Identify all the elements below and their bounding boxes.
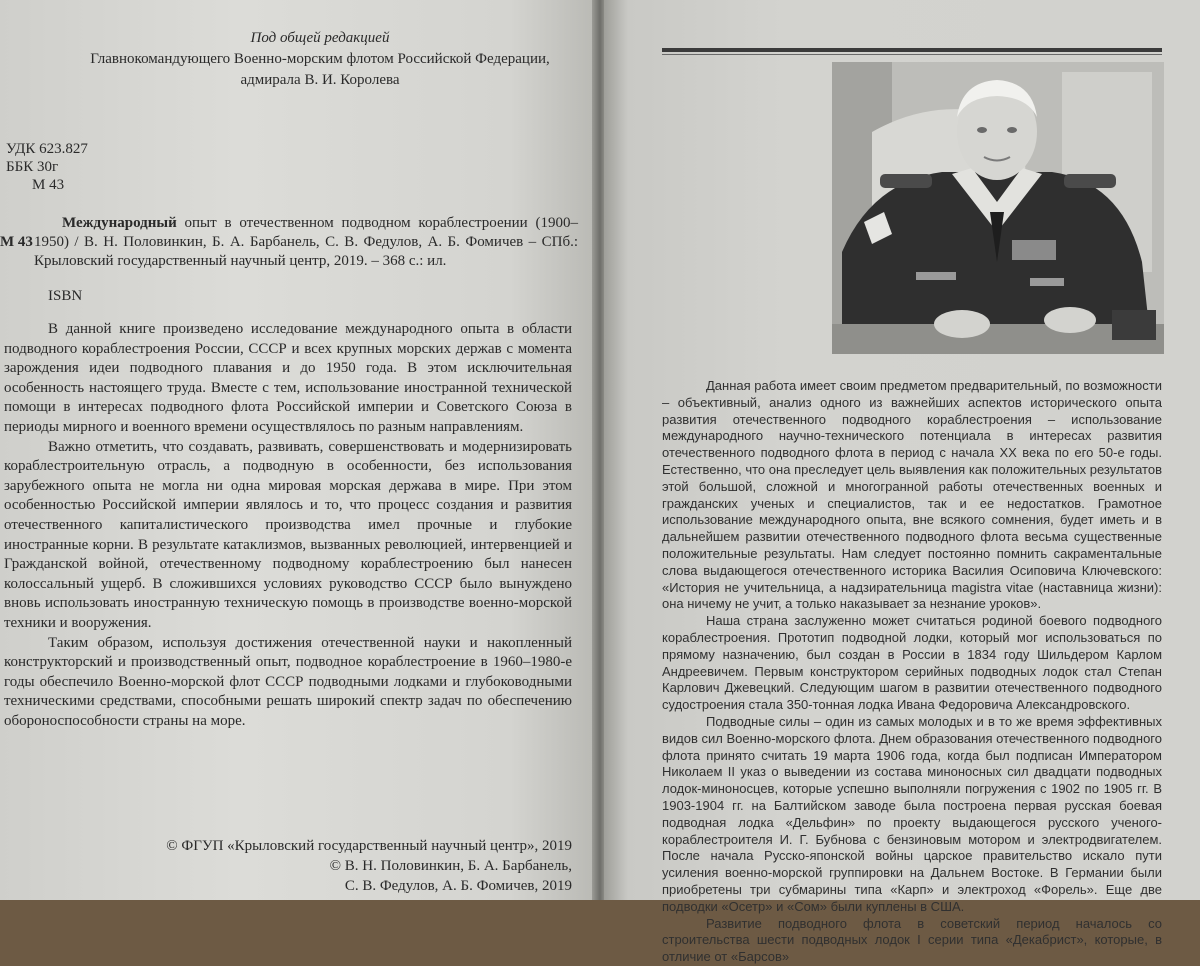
editor-line-2: адмирала В. И. Королева bbox=[240, 72, 400, 88]
portrait-photo bbox=[832, 62, 1164, 354]
portrait-illustration bbox=[832, 62, 1164, 354]
bbk-code: ББК 30г bbox=[6, 159, 59, 175]
copyright-line-1: © ФГУП «Крыловский государственный научный центр», 2019 bbox=[166, 838, 572, 854]
isbn-label: ISBN bbox=[48, 288, 83, 304]
header-rule bbox=[662, 48, 1162, 52]
body-paragraph: Развитие подводного флота в советский период началось со строительства шести подводных лодок I серии типа «Декабрист», которые, в отличие от «Барсов» bbox=[662, 915, 1162, 965]
bibliographic-text bbox=[0, 214, 578, 271]
bibliographic-mark: М 43 bbox=[0, 234, 33, 250]
bibliographic-title: Международный bbox=[62, 215, 177, 231]
body-paragraph: Подводные силы – один из самых молодых и в то же время эффективных видов сил Военно-морского флота. Днем образования отечественного подводного флота принято считать 19 марта 1906 года, когда был подписан Императором Николаем II указ о выведении из состава миноносных сил двадцати подводных лодок-миноносцев, которые успешно выполняли погружения с 1902 по 1905 гг. В 1903-1904 гг. на Балтийском заводе была построена первая русская боевая подводная лодка «Дельфин» по проекту выдающегося русского ученого-кораблестроителя И. Г. Бубнова с бензиновым мотором и электродвигателем. После начала Русско-японской войны царское правительство искало пути усиления военно-морской группировки на Дальнем Востоке. В Германии были приобретены три субмарины типа «Карп» и электроход «Форель». Еще две подводки «Осетр» и «Сом» были куплены в США. bbox=[662, 713, 1162, 914]
copyright-line-2: © В. Н. Половинкин, Б. А. Барбанель, bbox=[329, 858, 572, 874]
abstract bbox=[4, 320, 572, 731]
body-paragraph: Данная работа имеет своим предметом предварительный, по возможности – объективный, анализ одного из важнейших аспектов исторического опыта развития отечественного подводного кораблестроения – использование международного научно-технического потенциала в интересах развития отечественного подводного флота в период с начала XX века по его 50-е годы. Естественно, что она преследует цель выявления как положительных результатов этой большой, сложной и многогранной работы отечественных военных и гражданских ученых и специалистов, так и ее недостатков. Грамотное использование международного опыта, вне всякого сомнения, будет иметь и в дальнейшем развитии отечественного подводного флота весьма существенные положительные результаты. Нам следует постоянно помнить сакраментальные слова выдающегося отечественного историка Василия Осиповича Ключевского: «История не учительница, а надзирательница magistra vitae (наставница жизни): она ничему не учит, а только наказывает за незнание уроков». bbox=[662, 378, 1162, 612]
bibliographic-record bbox=[0, 214, 578, 271]
abstract-paragraph: Важно отметить, что создавать, развивать, совершенствовать и модернизировать кораблестроительную отрасль, а подводную в особенности, без использования зарубежного опыта не могла ни одна мировая морская держава в мире. При этом особенностью Российской империи являлось и то, что процесс создания и развития отечественного капиталистического производства имел прочные и глубокие иностранные корни. В результате катаклизмов, вызванных революцией, интервенцией и Гражданской войной, отечественному подводному кораблестроению был нанесен колоссальный ущерб. В сложившихся условиях руководство СССР было вынуждено вновь использовать иностранную техническую помощь в производстве военно-морской техники и вооружения. bbox=[4, 438, 572, 631]
header-rule-thin bbox=[662, 54, 1162, 55]
left-page bbox=[0, 0, 600, 900]
bibliographic-details: опыт в отечественном подводном кораблестроении (1900–1950) / В. Н. Половинкин, Б. А. Барбанель, С. В. Федулов, А. Б. Фомичев – СПб.: Крыловский государственный научный центр, 2019. – 368 с.: ил. bbox=[34, 215, 579, 269]
editor-label: Под общей редакцией bbox=[250, 30, 390, 46]
copyright-block bbox=[166, 836, 572, 896]
classification-block bbox=[6, 140, 88, 194]
right-page bbox=[604, 0, 1200, 965]
copyright-line-3: С. В. Федулов, А. Б. Фомичев, 2019 bbox=[344, 878, 572, 894]
editor-line-1: Главнокомандующего Военно-морским флотом Российской Федерации, bbox=[90, 51, 550, 67]
body-paragraph: Наша страна заслуженно может считаться родиной боевого подводного кораблестроения. Прототип подводной лодки, который мог использоваться по прямому назначению, был создан в России в 1834 году Шильдером Карлом Андреевичем. Первым конструктором серийных подводных лодок стал Степан Карлович Джевецкий. Следующим шагом в развитии отечественного подводного судостроения стала 350-тонная лодка Ивана Федоровича Александровского. bbox=[662, 613, 1162, 713]
abstract-paragraph: В данной книге произведено исследование международного опыта в области подводного кораблестроения России, СССР и всех крупных морских держав с момента зарождения идеи подводного плавания и до 1950 года. В этом исключительная особенность настоящего труда. Вместе с тем, использование иностранной технической помощи в интересах подводного флота Российской империи и Советского Союза в периоды мирного и военного времени осуществлялось по разным направлениям. bbox=[4, 321, 572, 435]
abstract-paragraph: Таким образом, используя достижения отечественной науки и накопленный конструкторский и производственный опыт, подводное кораблестроение в 1960–1980-е годы обеспечило Военно-морской флот СССР подводными лодками и глубоководными техническими средствами, способными решать широкий спектр задач по обеспечению обороноспособности страны на море. bbox=[4, 634, 572, 729]
body-text bbox=[662, 378, 1162, 966]
author-mark: М 43 bbox=[32, 177, 65, 193]
editor-block bbox=[40, 28, 600, 91]
udk-code: УДК 623.827 bbox=[6, 141, 88, 157]
